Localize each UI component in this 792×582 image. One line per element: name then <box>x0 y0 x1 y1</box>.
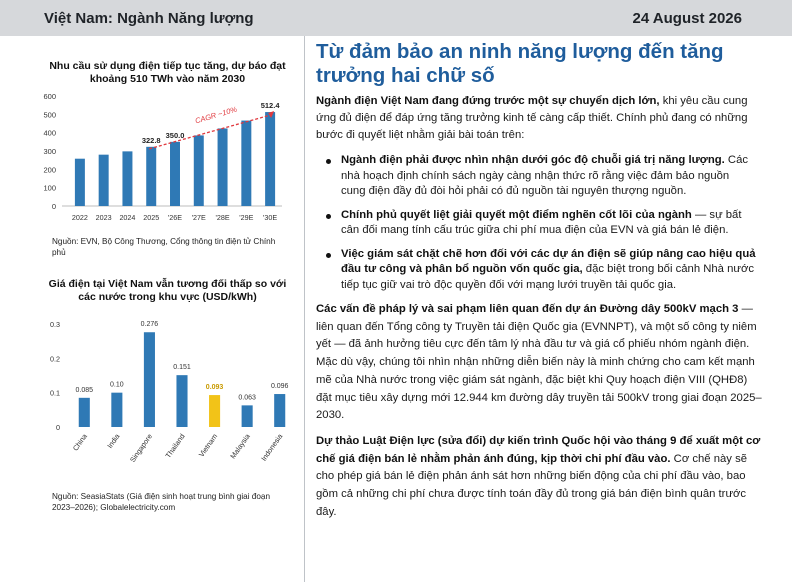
bullet-bold: Ngành điện phải được nhìn nhận dưới góc độ chuỗi giá trị năng lượng. <box>341 154 725 166</box>
bullet-bold: Việc giám sát chặt chẽ hơn đối với các dự án điện sẽ giúp nâng cao hiệu quả đầu tư công và phân bổ nguồn vốn quốc gia, <box>341 247 756 275</box>
p3-bold: Dự thảo Luật Điện lực (sửa đổi) dự kiến trình Quốc hội vào tháng 9 để xuất một cơ chế giá điện bán lẻ nhằm phản ánh đúng, kịp thời chi phí đầu vào. <box>316 434 761 465</box>
p3-text: Cơ chế này sẽ cho phép giá bán lẻ điện phản ánh sát hơn những biến động của chi phí đầu vào, bao gồm cả những chi phí chưa được tính toán đầy đủ trong giá bán điện bình quân trước đây. <box>316 452 747 518</box>
x-tick-label: India <box>105 431 122 450</box>
data-label: 350.0 <box>165 130 185 140</box>
data-label: 512.4 <box>260 101 280 111</box>
y-tick-label: 0 <box>56 423 60 432</box>
bar <box>170 142 180 206</box>
y-tick-label: 300 <box>43 147 56 156</box>
chart1-title: Nhu cầu sử dụng điện tiếp tục tăng, dự báo đạt khoảng 510 TWh vào năm 2030 <box>49 60 286 85</box>
bar <box>265 112 275 206</box>
bar <box>194 135 204 206</box>
y-tick-label: 0 <box>51 202 56 211</box>
bar <box>242 405 253 427</box>
y-tick-label: 600 <box>43 92 56 101</box>
bar <box>79 398 90 427</box>
bullet-item <box>316 208 762 239</box>
bar <box>122 151 132 206</box>
section-title: Việt Nam: Ngành Năng lượng <box>44 10 254 27</box>
price-bar-chart <box>40 318 300 490</box>
y-tick-label: 0.2 <box>50 354 60 364</box>
data-label: 0.276 <box>140 321 159 329</box>
x-tick-label: Singapore <box>127 431 155 464</box>
paragraph-electricity-law <box>316 433 762 522</box>
bullet-item <box>316 247 762 294</box>
y-tick-label: 100 <box>43 183 56 193</box>
x-tick-label: '27E <box>191 213 206 222</box>
y-tick-label: 200 <box>43 165 56 175</box>
article <box>316 40 762 521</box>
x-tick-label: '28E <box>215 213 230 222</box>
x-tick-label: Thailand <box>163 431 187 460</box>
x-tick-label: 2023 <box>95 213 112 222</box>
bullet-item <box>316 153 762 200</box>
y-tick-label: 400 <box>43 128 56 138</box>
bullet-dot-icon <box>326 159 331 164</box>
x-tick-label: China <box>70 431 89 453</box>
chart2-title: Giá điện tại Việt Nam vẫn tương đối thấp so với các nước trong khu vực (USD/kWh) <box>48 278 287 303</box>
data-label: 0.063 <box>238 394 256 402</box>
y-tick-label: 500 <box>43 110 56 120</box>
intro-bold: Ngành điện Việt Nam đang đứng trước một sự chuyển dịch lớn, <box>316 95 660 107</box>
p2-text: — liên quan đến Tổng công ty Truyền tải điện Quốc gia (EVNNPT), và một số công ty niêm yết — đã ảnh hưởng tiêu cực đến tâm lý nhà đầu tư và giá cổ phiếu nhóm ngành điện. Mặc dù vậy, chúng tôi nhìn nhận những diễn biến này là minh chứng cho cam kết mạnh mẽ của Nhà nước trong việc giám sát ngành, đặc biệt khi Quy hoạch điện VIII (QHĐ8) đặt mục tiêu xây dựng mới 12.944 km đường dây truyền tải 500kV trong giai đoạn 2025–2030. <box>316 303 762 422</box>
bullet-text: đặc biệt trong bối cảnh Nhà nước tiếp tục giữ vai trò độc quyền đối với mạng lưới truyền tải quốc gia. <box>341 263 755 291</box>
x-tick-label: '26E <box>167 213 183 222</box>
x-tick-label: Vietnam <box>196 431 220 459</box>
bar <box>241 121 251 206</box>
paragraph-500kv <box>316 301 762 425</box>
x-tick-label: Indonesia <box>259 431 285 463</box>
bullet-dot-icon <box>326 214 331 219</box>
demand-bar-chart <box>40 88 300 233</box>
report-date: 24 August 2026 <box>632 10 742 27</box>
bullet-text: — sự bất cân đối mang tính cấu trúc giữa chi phí mua điện của EVN và giá bán lẻ điện. <box>341 208 742 236</box>
bullet-list <box>316 153 762 293</box>
chart1-source: Nguồn: EVN, Bộ Công Thương, Cổng thông tin điện tử Chính phủ <box>52 237 276 257</box>
data-label: 0.093 <box>205 384 224 392</box>
bullet-bold: Chính phủ quyết liệt giải quyết một điểm nghẽn cốt lõi của ngành <box>341 208 692 221</box>
chart2-source: Nguồn: SeasiaStats (Giá điện sinh hoạt trung bình giai đoạn 2023–2026); Globalelectricity.com <box>52 492 271 512</box>
page-header <box>0 0 792 36</box>
bar <box>218 128 228 206</box>
bar <box>75 159 85 206</box>
data-label: 0.10 <box>110 381 124 389</box>
bullet-text: Các nhà hoạch định chính sách ngày càng nhận thức rõ rằng việc đảm bảo nguồn cung điện đầy đủ đòi hỏi phải có đủ nguồn tài nguyên thượng nguồn. <box>341 154 748 197</box>
data-label: 322.8 <box>141 135 161 145</box>
intro-text: khi yêu cầu cung ứng đủ điện để đáp ứng tăng trưởng kinh tế càng cấp thiết. Chính phủ đang có những bước đi quyết liệt nhằm giải bài toán trên: <box>316 95 748 141</box>
data-label: 0.151 <box>173 364 191 372</box>
article-title: Từ đảm bảo an ninh năng lượng đến tăng trưởng hai chữ số <box>316 40 724 87</box>
x-tick-label: 2024 <box>119 213 136 222</box>
x-tick-label: 2022 <box>71 213 88 222</box>
intro-paragraph <box>316 93 762 144</box>
x-tick-label: 2025 <box>143 213 160 222</box>
bar <box>144 332 155 427</box>
bar <box>99 155 109 206</box>
data-label: 0.096 <box>270 383 289 391</box>
x-tick-label: '30E <box>263 213 278 222</box>
bar <box>209 395 220 427</box>
bar <box>176 375 187 427</box>
bullet-dot-icon <box>326 253 331 258</box>
cagr-label: CAGR ~10% <box>193 104 238 126</box>
y-tick-label: 0.1 <box>50 388 60 398</box>
bar <box>111 393 122 427</box>
p2-bold: Các vấn đề pháp lý và sai phạm liên quan đến dự án Đường dây 500kV mạch 3 <box>316 303 739 315</box>
bar <box>146 147 156 206</box>
x-tick-label: Malaysia <box>228 431 252 461</box>
data-label: 0.085 <box>75 386 94 394</box>
column-divider <box>304 36 305 582</box>
bar <box>274 394 285 427</box>
x-tick-label: '29E <box>239 213 254 222</box>
y-tick-label: 0.3 <box>50 320 60 329</box>
